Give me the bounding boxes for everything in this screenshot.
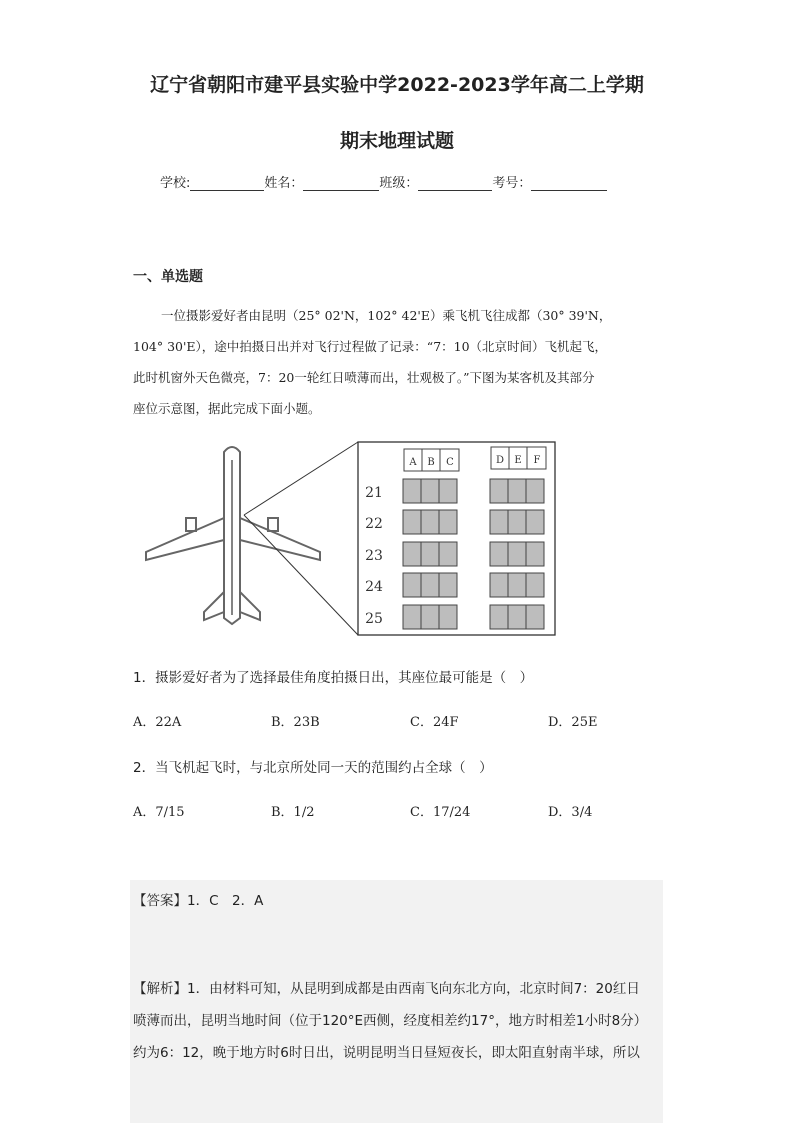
- name-label: 姓名：: [264, 176, 304, 191]
- seat-letter-b: B: [427, 457, 435, 468]
- q2-option-d: D．3/4: [548, 805, 593, 820]
- row-label-22: 22: [365, 516, 383, 532]
- q1-option-a: A．22A: [133, 715, 182, 730]
- question-1: 1．摄影爱好者为了选择最佳角度拍摄日出，其座位最可能是（ ）: [133, 670, 534, 686]
- airplane-seat-figure: [140, 440, 560, 640]
- seat-letter-a: A: [409, 457, 417, 468]
- seat-letter-f: F: [533, 455, 541, 466]
- q2-option-b: B．1/2: [271, 805, 315, 820]
- answer-panel: [130, 880, 663, 1123]
- q1-option-c: C．24F: [410, 715, 459, 730]
- passage-line-4: 座位示意图，据此完成下面小题。: [133, 401, 321, 416]
- answer-line: 【答案】1．C 2．A: [133, 893, 264, 909]
- class-label: 班级：: [379, 176, 419, 191]
- class-blank: [418, 176, 492, 191]
- q2-option-c: C．17/24: [410, 805, 471, 820]
- section-heading: 一、单选题: [133, 269, 203, 285]
- school-label: 学校:: [160, 176, 191, 191]
- seat-letter-c: C: [446, 457, 454, 468]
- question-2: 2．当飞机起飞时，与北京所处同一天的范围约占全球（ ）: [133, 760, 493, 776]
- row-label-24: 24: [365, 579, 383, 595]
- q1-option-d: D．25E: [548, 715, 598, 730]
- analysis-line-1: 【解析】1．由材料可知，从昆明到成都是由西南飞向东北方向，北京时间7：20红日: [133, 981, 640, 997]
- student-info-row: [160, 172, 607, 191]
- row-label-25: 25: [365, 611, 383, 627]
- id-blank: [531, 176, 607, 191]
- analysis-line-3: 约为6：12，晚于地方时6时日出，说明昆明当日昼短夜长，即太阳直射南半球，所以: [133, 1045, 640, 1061]
- seat-letter-d: D: [495, 455, 505, 466]
- passage-line-2: 104° 30'E），途中拍摄日出并对飞行过程做了记录：“7：10（北京时间）飞机起飞，: [133, 339, 608, 354]
- id-label: 考号：: [492, 176, 532, 191]
- passage-line-3: 此时机窗外天色微亮，7：20一轮红日喷薄而出，壮观极了。”下图为某客机及其部分: [133, 370, 595, 385]
- passage-line-1: 一位摄影爱好者由昆明（25° 02'N，102° 42'E）乘飞机飞往成都（30° 39'N，: [161, 308, 612, 323]
- row-label-21: 21: [365, 485, 383, 501]
- title-line-1: 辽宁省朝阳市建平县实验中学2022-2023学年高二上学期: [150, 74, 644, 96]
- title-line-2: 期末地理试题: [339, 130, 454, 152]
- analysis-line-2: 喷薄而出，昆明当地时间（位于120°E西侧，经度相差约17°，地方时相差1小时8分）: [133, 1013, 648, 1029]
- q2-option-a: A．7/15: [133, 805, 185, 820]
- school-blank: [190, 176, 264, 191]
- q1-option-b: B．23B: [271, 715, 320, 730]
- row-label-23: 23: [365, 548, 383, 564]
- name-blank: [303, 176, 379, 191]
- airplane-icon: [146, 447, 320, 624]
- seat-letter-e: E: [514, 455, 522, 466]
